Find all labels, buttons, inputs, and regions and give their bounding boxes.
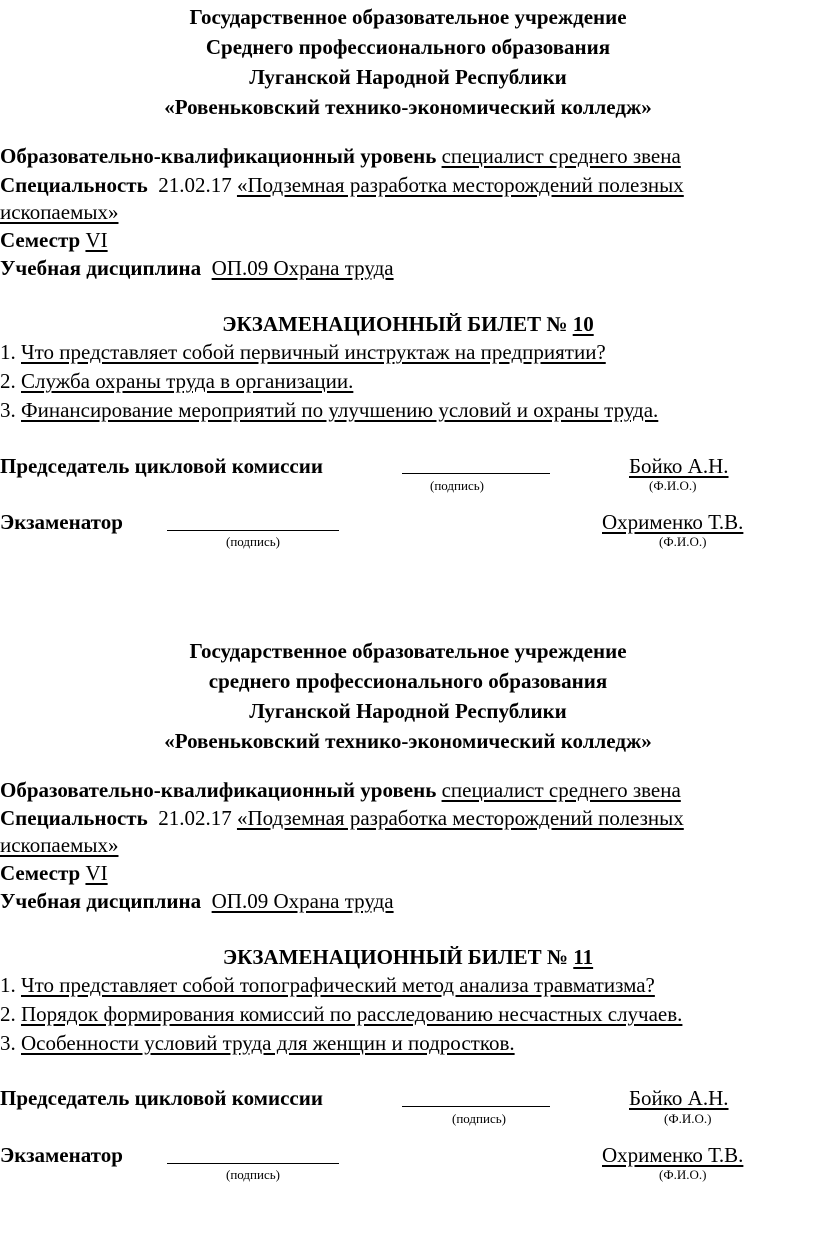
specialty-code: 21.02.17 [158, 806, 232, 830]
semester-label: Семестр [0, 861, 81, 885]
specialty-name: «Подземная разработка месторождений полезных [236, 173, 684, 197]
institution-header [0, 2, 816, 122]
header-line: Среднего профессионального образования [205, 35, 611, 59]
header-line: «Ровеньковский технико-экономический колледж» [164, 95, 652, 119]
chair-name: Бойко А.Н. [629, 454, 729, 478]
chair-label: Председатель цикловой комиссии [0, 454, 323, 478]
chair-label: Председатель цикловой комиссии [0, 1086, 323, 1110]
fio-caption: (Ф.И.О.) [659, 534, 707, 549]
discipline-value: ОП.09 Охрана труда [211, 256, 394, 280]
examiner-label: Экзаменатор [0, 1143, 123, 1167]
question-number: 1. [0, 340, 16, 364]
level-label: Образовательно-квалификационный уровень [0, 144, 437, 168]
specialty-code: 21.02.17 [158, 173, 232, 197]
question-2 [0, 367, 353, 395]
semester-value: VI [85, 861, 108, 885]
qualification-level-row [0, 776, 681, 804]
specialty-row [0, 804, 684, 832]
header-line: Государственное образовательное учреждение [189, 5, 627, 29]
fio-caption: (Ф.И.О.) [664, 1111, 712, 1126]
level-value: специалист среднего звена [441, 778, 681, 802]
examiner-label: Экзаменатор [0, 510, 123, 534]
ticket-title [0, 310, 816, 338]
signature-caption: (подпись) [452, 1111, 506, 1126]
specialty-name-cont: ископаемых» [0, 200, 119, 224]
specialty-row-continued [0, 831, 118, 859]
semester-row [0, 859, 108, 887]
header-line: Государственное образовательное учреждение [189, 639, 627, 663]
signature-caption: (подпись) [430, 478, 484, 493]
question-text: Порядок формирования комиссий по расследованию несчастных случаев. [21, 1002, 683, 1026]
question-text: Особенности условий труда для женщин и подростков. [21, 1031, 515, 1055]
examiner-name: Охрименко Т.В. [602, 510, 744, 534]
chair-name: Бойко А.Н. [629, 1086, 729, 1110]
examiner-name: Охрименко Т.В. [602, 1143, 744, 1167]
ticket-number: 10 [572, 312, 594, 336]
question-number: 1. [0, 973, 16, 997]
ticket-number: 11 [573, 945, 594, 969]
examiner-signature-line [167, 1163, 339, 1164]
question-3 [0, 396, 658, 424]
header-line: Луганской Народной Республики [249, 65, 567, 89]
specialty-label: Специальность [0, 806, 148, 830]
discipline-row [0, 887, 394, 915]
discipline-label: Учебная дисциплина [0, 889, 202, 913]
signature-caption: (подпись) [226, 534, 280, 549]
discipline-row [0, 254, 394, 282]
question-number: 2. [0, 1002, 16, 1026]
question-number: 3. [0, 1031, 16, 1055]
chair-signature-line [402, 1106, 550, 1107]
discipline-label: Учебная дисциплина [0, 256, 202, 280]
semester-row [0, 226, 108, 254]
level-value: специалист среднего звена [441, 144, 681, 168]
question-text: Финансирование мероприятий по улучшению условий и охраны труда. [21, 398, 659, 422]
specialty-name: «Подземная разработка месторождений полезных [236, 806, 684, 830]
qualification-level-row [0, 142, 681, 170]
chair-signature-line [402, 473, 550, 474]
institution-header [0, 636, 816, 756]
ticket-title [0, 943, 816, 971]
specialty-row-continued [0, 198, 118, 226]
semester-value: VI [85, 228, 108, 252]
header-line: Луганской Народной Республики [249, 699, 567, 723]
question-1 [0, 971, 655, 999]
question-2 [0, 1000, 682, 1028]
signature-caption: (подпись) [226, 1167, 280, 1182]
question-number: 3. [0, 398, 16, 422]
question-3 [0, 1029, 515, 1057]
specialty-name-cont: ископаемых» [0, 833, 119, 857]
header-line: среднего профессионального образования [208, 669, 608, 693]
semester-label: Семестр [0, 228, 81, 252]
header-line: «Ровеньковский технико-экономический колледж» [164, 729, 652, 753]
question-text: Служба охраны труда в организации. [21, 369, 354, 393]
fio-caption: (Ф.И.О.) [659, 1167, 707, 1182]
question-text: Что представляет собой топографический метод анализа травматизма? [21, 973, 655, 997]
ticket-title-text: ЭКЗАМЕНАЦИОННЫЙ БИЛЕТ № [222, 945, 569, 969]
question-1 [0, 338, 606, 366]
question-text: Что представляет собой первичный инструктаж на предприятии? [21, 340, 606, 364]
level-label: Образовательно-квалификационный уровень [0, 778, 437, 802]
specialty-label: Специальность [0, 173, 148, 197]
question-number: 2. [0, 369, 16, 393]
discipline-value: ОП.09 Охрана труда [211, 889, 394, 913]
ticket-title-text: ЭКЗАМЕНАЦИОННЫЙ БИЛЕТ № [222, 312, 568, 336]
fio-caption: (Ф.И.О.) [649, 478, 697, 493]
specialty-row [0, 171, 684, 199]
examiner-signature-line [167, 530, 339, 531]
